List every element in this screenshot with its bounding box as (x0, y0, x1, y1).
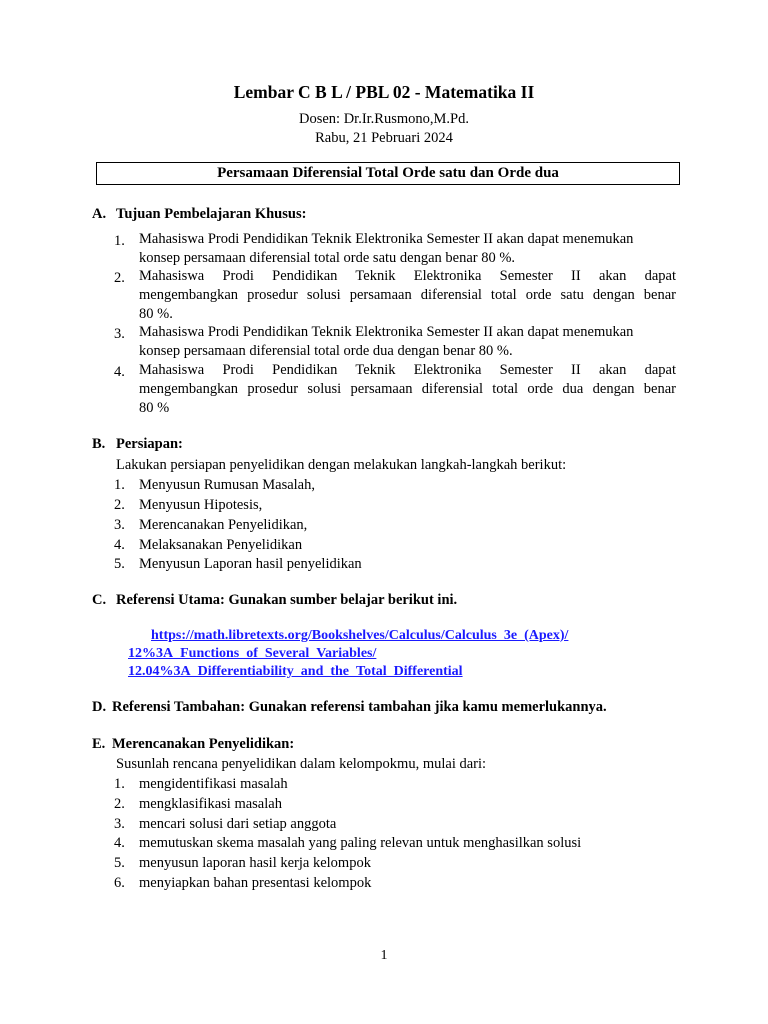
section-a-title: Tujuan Pembelajaran Khusus: (116, 206, 307, 222)
list-item (114, 834, 581, 853)
list-item-number: 6. (114, 875, 125, 891)
list-item (114, 496, 262, 515)
section-c-title: Referensi Utama: Gunakan sumber belajar berikut ini. (116, 592, 458, 608)
section-d-heading (92, 699, 607, 716)
list-item-text: Mahasiswa Prodi Pendidikan Teknik Elektronika Semester II akan dapat menemukan (139, 324, 634, 340)
reference-link-line-2[interactable] (128, 644, 376, 662)
list-item (114, 854, 371, 873)
list-item-text: Mahasiswa Prodi Pendidikan Teknik Elektronika Semester II akan dapat (139, 362, 676, 378)
list-item-text: mengembangkan prosedur solusi persamaan diferensial total orde satu dengan benar (139, 287, 676, 303)
section-e-letter: E. (92, 736, 106, 752)
list-item (114, 775, 288, 794)
list-item-text: konsep persamaan diferensial total orde satu dengan benar 80 %. (139, 250, 516, 266)
section-a-letter: A. (92, 206, 107, 222)
section-e-intro: Susunlah rencana penyelidikan dalam kelompokmu, mulai dari: (116, 756, 487, 772)
document-title: Lembar C B L / PBL 02 - Matematika II (233, 82, 535, 102)
section-b-heading (92, 436, 183, 453)
reference-link[interactable]: 12%3A_Functions_of_Several_Variables/ (128, 646, 377, 661)
list-item-text: Merencanakan Penyelidikan, (139, 517, 308, 533)
list-item-number: 4. (114, 364, 125, 380)
list-item-text: Menyusun Hipotesis, (139, 497, 263, 513)
list-item-text: konsep persamaan diferensial total orde dua dengan benar 80 %. (139, 343, 513, 359)
list-item-number: 3. (114, 816, 125, 832)
list-item-text: Mahasiswa Prodi Pendidikan Teknik Elektronika Semester II akan dapat menemukan (139, 231, 634, 247)
list-item (114, 795, 282, 814)
section-e-heading (92, 736, 294, 753)
page-number: 1 (380, 948, 388, 963)
list-item (114, 476, 315, 495)
list-item-text: 80 % (139, 400, 170, 416)
reference-link-line-3[interactable] (128, 662, 463, 680)
lecturer-name: Dosen: Dr.Ir.Rusmono,M.Pd. (299, 111, 469, 127)
list-item-text: Menyusun Rumusan Masalah, (139, 477, 315, 493)
section-b-title: Persiapan: (116, 436, 183, 452)
list-item (114, 536, 302, 555)
list-item-number: 1. (114, 776, 125, 792)
list-item-text: Melaksanakan Penyelidikan (139, 537, 303, 553)
list-item-number: 4. (114, 537, 125, 553)
list-item (114, 555, 362, 574)
section-a-heading (92, 206, 306, 223)
reference-link-line-1[interactable] (151, 626, 568, 644)
list-item-text: menyiapkan bahan presentasi kelompok (139, 875, 372, 891)
list-item-number: 4. (114, 835, 125, 851)
list-item-text: memutuskan skema masalah yang paling relevan untuk menghasilkan solusi (139, 835, 582, 851)
section-e-title: Merencanakan Penyelidikan: (112, 736, 295, 752)
section-d-letter: D. (92, 699, 107, 715)
list-item-text: 80 %. (139, 306, 173, 322)
list-item-number: 1. (114, 233, 125, 249)
section-b-letter: B. (92, 436, 106, 452)
list-item-text: Mahasiswa Prodi Pendidikan Teknik Elektronika Semester II akan dapat (139, 268, 676, 284)
list-item (114, 874, 371, 893)
reference-link[interactable]: https://math.libretexts.org/Bookshelves/Calculus/Calculus_3e_(Apex)/ (151, 628, 569, 643)
list-item (114, 516, 307, 535)
list-item (114, 815, 336, 834)
document-date: Rabu, 21 Pebruari 2024 (315, 130, 453, 146)
list-item-text: menyusun laporan hasil kerja kelompok (139, 855, 371, 871)
list-item-number: 1. (114, 477, 125, 493)
reference-link[interactable]: 12.04%3A_Differentiability_and_the_Total_Differential (128, 664, 463, 679)
list-item-number: 2. (114, 497, 125, 513)
list-item-number: 5. (114, 855, 125, 871)
list-item-number: 3. (114, 517, 125, 533)
section-c-heading (92, 592, 457, 609)
section-b-intro: Lakukan persiapan penyelidikan dengan melakukan langkah-langkah berikut: (116, 457, 567, 473)
list-item-text: mengidentifikasi masalah (139, 776, 288, 792)
list-item-text: mencari solusi dari setiap anggota (139, 816, 337, 832)
list-item-number: 2. (114, 796, 125, 812)
list-item-number: 3. (114, 326, 125, 342)
list-item-number: 2. (114, 270, 125, 286)
topic-box: Persamaan Diferensial Total Orde satu dan Orde dua (96, 162, 680, 185)
section-d-title: Referensi Tambahan: Gunakan referensi tambahan jika kamu memerlukannya. (112, 699, 607, 715)
list-item-text: mengembangkan prosedur solusi persamaan diferensial total orde dua dengan benar (139, 381, 676, 397)
list-item-text: Menyusun Laporan hasil penyelidikan (139, 556, 362, 572)
section-c-letter: C. (92, 592, 107, 608)
list-item-number: 5. (114, 556, 125, 572)
list-item-text: mengklasifikasi masalah (139, 796, 282, 812)
